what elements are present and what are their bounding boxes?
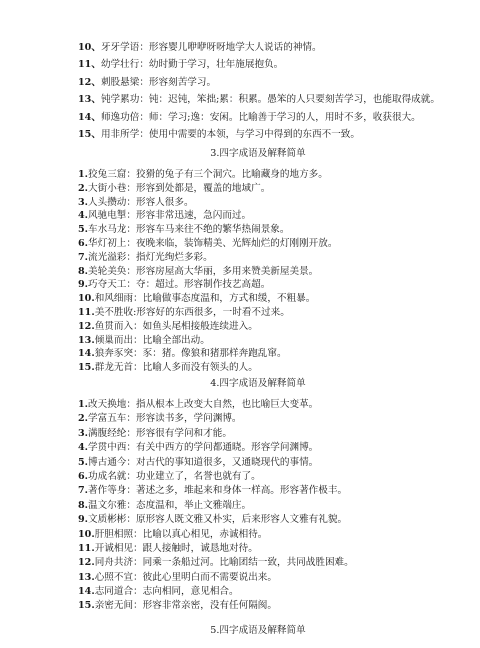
item-number: 10、	[78, 42, 101, 53]
list-item	[78, 91, 468, 108]
item-text: 用非所学：使用中需要的本领，与学习中得到的东西不一致。	[100, 128, 360, 140]
item-text: 博古通今：对古代的事知道很多，又通晓现代的事情。	[88, 456, 319, 468]
list-item	[78, 499, 468, 513]
item-number: 11.	[78, 542, 95, 554]
item-number: 2.	[78, 182, 89, 194]
item-number: 7.	[78, 251, 89, 263]
item-text: 著作等身：著述之多，堆起来和身体一样高。形容著作极丰。	[88, 485, 348, 497]
item-number: 5.	[78, 456, 89, 468]
list-item	[78, 456, 468, 470]
item-text: 狼奔豕突：豕：猪。像狼和猪那样奔跑乱窜。	[94, 348, 287, 360]
list-item	[78, 513, 468, 527]
list-item	[78, 251, 468, 265]
item-text: 学富五车：形容读书多，学问渊博。	[88, 413, 242, 425]
item-text: 肝胆相照：比喻以真心相见，赤诚相待。	[94, 528, 268, 540]
list-item	[78, 182, 468, 196]
item-text: 牙牙学语：形容婴儿咿咿呀呀地学大人说话的神情。	[100, 42, 322, 53]
list-item	[78, 39, 468, 56]
list-item	[78, 347, 468, 361]
item-number: 8.	[78, 499, 89, 511]
list-item	[78, 196, 468, 210]
item-number: 4.	[78, 210, 89, 222]
item-number: 8.	[78, 265, 89, 277]
list-item	[78, 223, 468, 237]
section-b-list	[78, 168, 468, 375]
item-text: 师逸功倍：师：学习;逸：安闲。比喻善于学习的人，用时不多，收获很大。	[100, 111, 421, 123]
list-item	[78, 361, 468, 375]
item-text: 亲密无间：形容非常亲密，没有任何隔阂。	[94, 600, 277, 612]
item-text: 华灯初上：夜晚来临，装饰精美、光辉灿烂的灯刚刚开放。	[88, 237, 338, 249]
item-text: 钝学累功：钝：迟钝，笨拙;累：积累。愚笨的人只要刻苦学习，也能取得成就。	[100, 94, 440, 106]
list-item	[78, 571, 468, 585]
item-number: 10.	[78, 293, 95, 305]
item-text: 鱼贯而入：如鱼头尾相接般连续进入。	[94, 320, 258, 332]
item-text: 志同道合：志向相同，意见相合。	[94, 586, 239, 598]
item-number: 15、	[78, 128, 101, 140]
list-item	[78, 168, 468, 182]
item-number: 9.	[78, 279, 89, 291]
list-item	[78, 599, 468, 613]
item-text: 狡兔三窟：狡猾的兔子有三个洞穴。比喻藏身的地方多。	[88, 169, 328, 180]
item-text: 文质彬彬：原形容人既文雅又朴实，后来形容人文雅有礼貌。	[88, 514, 348, 526]
list-item	[78, 585, 468, 599]
item-text: 美轮美奂：形容房屋高大华丽，多用来赞美新屋美景。	[88, 265, 319, 277]
item-number: 11.	[78, 306, 95, 318]
item-text: 风驰电掣：形容非常迅速，急闪而过。	[88, 210, 252, 222]
item-text: 群龙无首：比喻人多而没有领头的人。	[94, 362, 258, 374]
list-item	[78, 126, 468, 143]
item-number: 5.	[78, 224, 89, 236]
item-number: 13、	[78, 94, 101, 106]
item-text: 开诚相见：跟人接触时，诚恳地对待。	[94, 542, 258, 554]
item-text: 满腹经纶：形容很有学问和才能。	[88, 427, 232, 439]
item-number: 12.	[78, 320, 95, 332]
item-number: 13.	[78, 334, 95, 346]
item-number: 11、	[78, 59, 101, 71]
item-text: 倾巢而出：比喻全部出动。	[94, 334, 210, 346]
list-item	[78, 237, 468, 251]
item-text: 幼学壮行：幼时勤于学习，壮年施展抱负。	[100, 59, 284, 71]
item-number: 14.	[78, 348, 95, 360]
item-text: 刺股悬梁：形容刻苦学习。	[100, 76, 217, 88]
item-text: 流光溢彩：指灯光绚烂多彩。	[88, 251, 213, 263]
item-number: 15.	[78, 362, 95, 374]
item-text: 和风细雨：比喻做事态度温和，方式和缓，不粗暴。	[94, 293, 316, 305]
section-a-list	[78, 39, 468, 143]
list-item	[78, 320, 468, 334]
item-number: 10.	[78, 528, 95, 540]
item-text: 温文尔雅：态度温和，举止文雅端庄。	[88, 499, 252, 511]
item-number: 13.	[78, 571, 95, 583]
item-number: 1.	[78, 399, 89, 410]
item-number: 6.	[78, 470, 89, 482]
list-item	[78, 484, 468, 498]
item-number: 15.	[78, 600, 95, 612]
list-item	[78, 441, 468, 455]
section-c-list	[78, 398, 468, 614]
item-text: 车水马龙：形容车马来往不绝的繁华热闹景象。	[88, 224, 290, 236]
section-heading-5: 5.四字成语及解释简单	[210, 625, 306, 636]
item-number: 14.	[78, 586, 95, 598]
item-number: 7.	[78, 485, 89, 497]
list-item	[78, 278, 468, 292]
list-item	[78, 209, 468, 223]
item-text: 功成名就：功业建立了，名誉也就有了。	[88, 470, 261, 482]
section-heading-4: 4.四字成语及解释简单	[210, 378, 306, 389]
item-text: 心照不宣：彼此心里明白而不需要说出来。	[94, 571, 277, 583]
list-item	[78, 398, 468, 412]
list-item	[78, 265, 468, 279]
item-text: 人头攒动：形容人很多。	[88, 196, 194, 208]
item-number: 12.	[78, 557, 95, 569]
item-text: 改天换地：指从根本上改变大自然，也比喻巨大变革。	[88, 399, 319, 410]
item-number: 3.	[78, 196, 89, 208]
item-number: 14、	[78, 111, 101, 123]
list-item	[78, 109, 468, 126]
list-item	[78, 74, 468, 91]
item-number: 6.	[78, 237, 89, 249]
list-item	[78, 292, 468, 306]
list-item	[78, 56, 468, 73]
list-item	[78, 427, 468, 441]
item-text: 学贯中西：有关中西方的学问都通晓。形容学问渊博。	[88, 442, 319, 454]
item-number: 1.	[78, 169, 89, 180]
item-number: 3.	[78, 427, 89, 439]
list-item	[78, 412, 468, 426]
list-item	[78, 334, 468, 348]
item-number: 9.	[78, 514, 89, 526]
item-text: 巧夺天工：夺：超过。形容制作技艺高超。	[88, 279, 271, 291]
list-item	[78, 528, 468, 542]
list-item	[78, 470, 468, 484]
item-text: 同舟共济：同乘一条船过河。比喻团结一致，共同战胜困难。	[94, 557, 354, 569]
item-number: 2.	[78, 413, 89, 425]
list-item	[78, 306, 468, 320]
item-text: 美不胜收:形容好的东西很多，一时看不过来。	[94, 306, 290, 318]
list-item	[78, 556, 468, 570]
item-number: 4.	[78, 442, 89, 454]
list-item	[78, 542, 468, 556]
item-number: 12、	[78, 76, 101, 88]
section-heading-3: 3.四字成语及解释简单	[210, 148, 306, 159]
item-text: 大街小巷：形容到处都是，覆盖的地域广。	[88, 182, 271, 194]
